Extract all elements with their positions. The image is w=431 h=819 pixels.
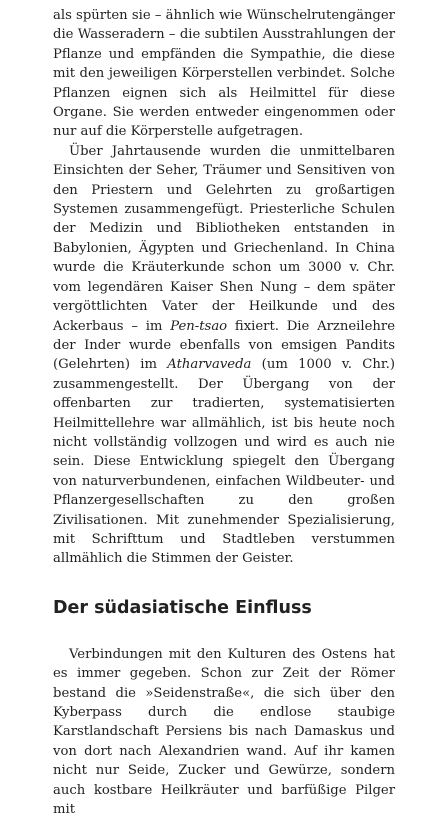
paragraph-silk-road: Verbindungen mit den Kulturen des Ostens hat es immer gegeben. Schon zur Zeit der Römer bestand die »Seidenstraße«, die sich über den Kyberpass durch die endlose staubige Karstlandschaft Persiens bis nach Damaskus und von dort nach Alexandrien wand. Auf ihr kamen nicht nur Seide, Zucker und Gewürze, sondern auch kostbare Heilkräuter und barfüßige Pilger mit — [53, 646, 395, 818]
paragraph-history-text-2: fixiert. Die Arzneilehre der Inder wurde ebenfalls von emsigen Pandits (Gelehrten) im — [53, 318, 396, 373]
pen-tsao-title: Pen-tsao — [170, 318, 228, 334]
book-page — [53, 6, 395, 819]
paragraph-history — [53, 142, 395, 569]
paragraph-history-text-3: (um 1000 v. Chr.) zusammengestellt. Der Übergang von der offenbarten zur tradierten, systematisierten Heilmittellehre war allmählich, ist bis heute noch nicht vollständig vollzogen und wird es auch nie sein. Diese Entwicklung spiegelt den Übergang von naturverbundenen, einfachen Wildbeuter- und Pflanzergesellschaften zu den großen Zivilisationen. Mit zunehmender Spezialisierung, mit Schrifttum und Stadtleben verstummen allmählich die Stimmen der Geister. — [53, 357, 396, 567]
section-heading: Der südasiatische Einfluss — [53, 597, 312, 618]
paragraph-history-text-1: Über Jahrtausende wurden die unmittelbaren Einsichten der Seher, Träumer und Sensitiven von den Priestern und Gelehrten zu großartigen Systemen zusammengefügt. Priesterliche Schulen der Medizin und Bibliotheken entstanden in Babylonien, Ägypten und Griechenland. In China wurde die Kräuterkunde schon um 3000 v. Chr. vom legendären Kaiser Shen Nung – dem später vergöttlichten Vater der Heilkunde und des Ackerbaus – im — [53, 143, 395, 334]
atharvaveda-title: Atharvaveda — [167, 357, 252, 373]
paragraph-continuation: als spürten sie – ähnlich wie Wünschelrutengänger die Wasseradern – die subtilen Ausstrahlungen der Pflanze und empfänden die Sympathie, die diese mit den jeweiligen Körperstellen verbindet. Solche Pflanzen eignen sich als Heilmittel für diese Organe. Sie werden entweder eingenommen oder nur auf die Körperstelle aufgetragen. — [53, 8, 395, 140]
